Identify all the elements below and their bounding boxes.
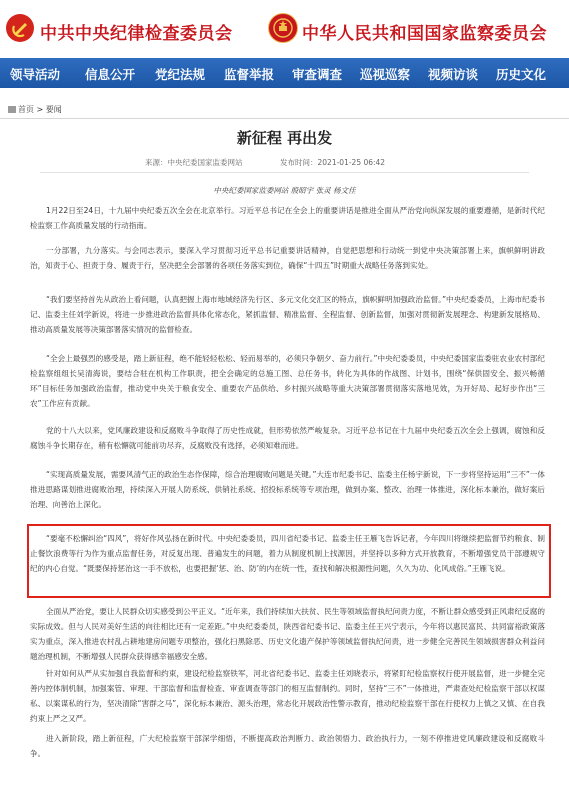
- article-published-time: 发布时间：2021-01-25 06:42: [280, 158, 386, 167]
- divider: [40, 172, 529, 173]
- party-emblem-icon: [6, 14, 34, 42]
- breadcrumb: [8, 104, 62, 115]
- national-emblem-icon: [268, 13, 298, 43]
- article-paragraph: “实现高质量发展，需要风清气正的政治生态作保障，综合治理腐败问题是关键。”大连市纪委书记、监委主任杨宇新说，下一步将坚持运用“三不”一体推进思路谋划推进腐败治理，持续深入开展人防系统、供销社系统、招投标系统等专项治理，做到办案、整改、治理一体推进，深化标本兼治，做好案后治理、向善治上深化。: [30, 470, 545, 509]
- home-icon: [8, 106, 16, 113]
- org-name-ccdi[interactable]: 中共中央纪律检查委员会: [40, 24, 233, 44]
- article-paragraph: 全面从严治党，要让人民群众切实感受到公平正义。“近年来，我们持续加大扶贫、民生等领域监督执纪问责力度，不断让群众感受到正风肃纪反腐的实际成效。但与人民对美好生活的向往相比还有一定差距。”中央纪委委员，陕西省纪委书记、监委主任王兴宁表示，今年将以惠民富民、共同富裕政策落实为重点，深入推进农村乱占耕地建房问题专项整治，强化扫黑除恶、历史文化遗产保护等领域监督执纪问责，进一步健全完善民生领域损害群众利益问题治理机制，不断增强人民群众获得感幸福感安全感。: [30, 607, 545, 661]
- divider: [0, 118, 569, 119]
- main-nav: [0, 58, 569, 88]
- nav-item-regulations[interactable]: 党纪法规: [155, 67, 206, 82]
- org-name-nsc[interactable]: 中华人民共和国国家监察委员会: [302, 24, 547, 44]
- article-paragraph: “全会上最强烈的感受是，踏上新征程，绝不能轻轻松松、轻而易举的，必须只争朝夕、奋力前行。”中央纪委委员，中央纪委国家监委驻农业农村部纪检监察组组长吴清海说，要结合驻在机构工作职责，把全会确定的总施工图、总任务书，转化为具体的作战图、计划书，围绕“保供固安全、振兴畅循环”目标任务加强政治监督，推动党中央关于粮食安全、重要农产品供给、乡村振兴战略等重大决策部署贯彻落实落地见效，为开好局、起好步作出“三农”工作应有贡献。: [30, 354, 545, 408]
- article-title: 新征程 再出发: [236, 129, 333, 147]
- nav-item-history[interactable]: 历史文化: [496, 67, 547, 82]
- article-paragraph: 进入新阶段，踏上新征程，广大纪检监察干部深学细悟，不断提高政治判断力、政治领悟力、政治执行力，一刻不停推进党风廉政建设和反腐败斗争。: [30, 734, 545, 758]
- nav-item-report[interactable]: 监督举报: [224, 67, 275, 82]
- article-paragraph: 1月22日至24日，十九届中央纪委五次全会在北京举行。习近平总书记在全会上的重要讲话是推进全面从严治党向纵深发展的重要遵循，是新时代纪检监察工作高质量发展的行动指南。: [30, 206, 545, 230]
- article-paragraph: “我们要坚持首先从政治上看问题，认真把握上海市地域经济先行区、多元文化交汇区的特点，旗帜鲜明加强政治监督。”中央纪委委员，上海市纪委书记、监委主任刘学新说，将进一步推进政治监督具体化常态化，紧抓监督、精准监督、全程监督、创新监督，加强对贯彻新发展理念、构建新发展格局、推动高质量发展等决策部署落实情况的监督检查。: [30, 295, 545, 334]
- site-header: [0, 0, 569, 58]
- breadcrumb-section[interactable]: 要闻: [45, 105, 62, 114]
- article-byline: 中央纪委国家监委网站 殷昭宇 张灵 杨文佳: [213, 186, 356, 195]
- article-paragraph-highlighted: “要毫不松懈纠治“四风”，将好作风弘扬在新时代。中央纪委委员，四川省纪委书记、监委主任王雁飞告诉记者，今年四川将继续把监督节约粮食、制止餐饮浪费等行为作为重点监督任务，对反复出现、普遍发生的问题，着力从制度机制上找源因，并坚持以多种方式开放教育，不断增强党员干部遵规守纪的内心自觉。“既要保持惩治这一手不放松，也要把握‘惩、治、防’的内在统一性，查找和解决根源性问题，久久为功、化风成俗。”王雁飞说。: [30, 534, 545, 573]
- nav-item-info-disclosure[interactable]: 信息公开: [85, 67, 136, 82]
- article-paragraph: 党的十八大以来，党风廉政建设和反腐败斗争取得了历史性成就，但形势依然严峻复杂。习近平总书记在十九届中央纪委五次全会上强调，腐蚀和反腐蚀斗争长期存在，稍有松懈就可能前功尽弃，反腐败没有选择，必须知难而进。: [30, 426, 545, 450]
- article-paragraph: 针对如何从严从实加强自我监督和约束，建设纪检监察铁军，河北省纪委书记、监委主任刘晓表示，将紧盯纪检监察权行使开展监督，进一步健全完善内控体制机制，加强案管、审理、干部监督和监督检查、审查调查等部门的相互监督制约。同时，坚持“三不”一体推进，严肃查处纪检监察干部以权谋私、以案谋私的行为，坚决清除“害群之马”，深化标本兼治、源头治理，常态化开展政治性警示教育，推动纪检监察干部在行使权力上慎之又慎、在自我约束上严之又严。: [30, 669, 545, 723]
- article-paragraph: 一分部署，九分落实。与会同志表示，要深入学习贯彻习近平总书记重要讲话精神，自觉把思想和行动统一到党中央决策部署上来，旗帜鲜明讲政治，知责于心、担责于身、履责于行，坚决把全会部署的各项任务落实到位，确保“十四五”时期重大战略任务落到实处。: [30, 246, 545, 270]
- breadcrumb-home[interactable]: 首页: [18, 105, 34, 114]
- nav-item-video[interactable]: 视频访谈: [428, 67, 479, 82]
- nav-item-inspection[interactable]: 巡视巡察: [360, 67, 411, 82]
- nav-item-leadership[interactable]: 领导活动: [10, 67, 61, 82]
- breadcrumb-separator: >: [36, 105, 44, 114]
- article-source: 来源：中央纪委国家监委网站: [145, 158, 243, 167]
- nav-item-investigation[interactable]: 审查调查: [292, 67, 343, 82]
